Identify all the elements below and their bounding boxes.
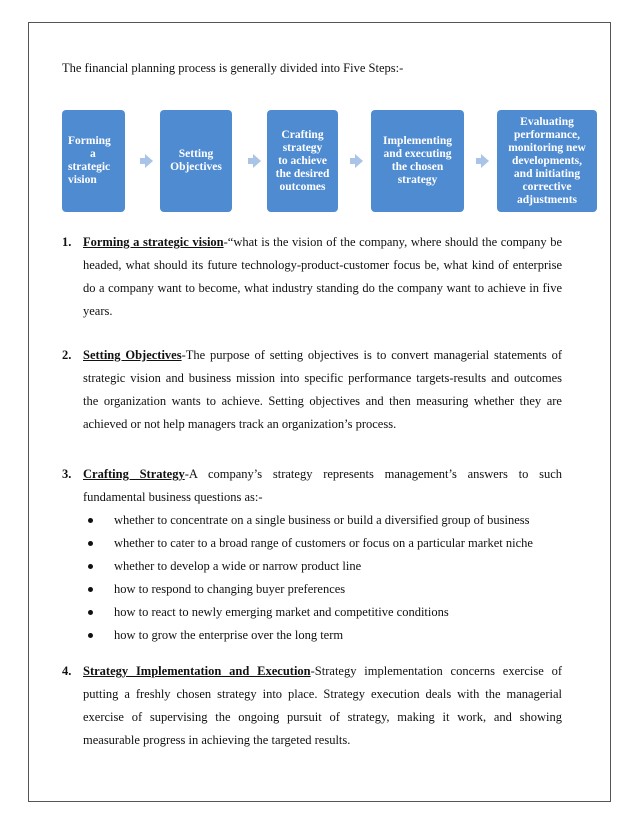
step-line: to achieve bbox=[278, 154, 327, 167]
list-item bbox=[83, 601, 562, 624]
step-line: Crafting bbox=[281, 128, 324, 141]
step-line: corrective bbox=[522, 180, 572, 193]
section-number: 2. bbox=[62, 348, 72, 362]
section-text: headed, what should its future technology-product-customer focus be, what kind of enterprise bbox=[83, 258, 562, 272]
list-item bbox=[83, 624, 562, 647]
list-item bbox=[83, 532, 562, 555]
step-line: developments, bbox=[512, 154, 582, 167]
section-heading: Crafting Strategy bbox=[83, 467, 185, 481]
arrow-right-icon bbox=[355, 154, 363, 168]
list-item-text: whether to cater to a broad range of customers or focus on a particular market niche bbox=[114, 536, 533, 550]
step-line: strategy bbox=[397, 174, 438, 186]
list-item-text: how to react to newly emerging market and competitive conditions bbox=[114, 605, 449, 619]
section-heading: Forming a strategic vision bbox=[83, 235, 224, 249]
section-number: 4. bbox=[62, 664, 72, 678]
step-crafting-strategy bbox=[267, 110, 338, 212]
section-number: 3. bbox=[62, 467, 72, 481]
section-text: strategic vision and business mission into specific performance targets-results and outcomes bbox=[83, 371, 562, 385]
section-text: years. bbox=[83, 304, 113, 318]
list-item-text: whether to develop a wide or narrow product line bbox=[114, 559, 362, 573]
step-line: the desired bbox=[275, 167, 330, 180]
step-line: the chosen bbox=[391, 161, 444, 173]
bullet-icon bbox=[88, 564, 93, 569]
list-item-text: how to grow the enterprise over the long term bbox=[114, 628, 344, 642]
step-setting-objectives bbox=[160, 110, 232, 212]
section-number: 1. bbox=[62, 235, 72, 249]
list-item bbox=[83, 555, 562, 578]
section-setting-objectives bbox=[62, 344, 562, 436]
step-line: Forming bbox=[68, 135, 111, 147]
list-item bbox=[83, 509, 562, 532]
step-line: Setting bbox=[178, 148, 214, 160]
section-strategy-implementation bbox=[62, 660, 562, 752]
bullet-icon bbox=[88, 518, 93, 523]
section-text: achieved or not help managers track an organization’s process. bbox=[83, 417, 397, 431]
intro-text: The financial planning process is generally divided into Five Steps:- bbox=[62, 61, 404, 75]
step-forming-vision bbox=[62, 110, 125, 212]
section-heading: Strategy Implementation and Execution bbox=[83, 664, 311, 678]
bullet-icon bbox=[88, 541, 93, 546]
step-line: strategy bbox=[282, 141, 323, 154]
step-line: Implementing bbox=[383, 135, 452, 147]
section-text: fundamental business questions as:- bbox=[83, 490, 263, 504]
arrow-right-icon bbox=[481, 154, 489, 168]
section-text: -“what is the vision of the company, where should the company be bbox=[223, 235, 562, 249]
section-heading: Setting Objectives bbox=[83, 348, 182, 362]
section-text: -Strategy implementation concerns exercise of bbox=[310, 664, 562, 678]
bullet-icon bbox=[88, 610, 93, 615]
bullet-list bbox=[83, 509, 562, 647]
section-text: -The purpose of setting objectives is to convert managerial statements of bbox=[181, 348, 562, 362]
section-text: exercise of supervising the ongoing pursuit of strategy, making it work, and showing bbox=[83, 710, 562, 724]
step-line: a bbox=[90, 148, 96, 160]
step-line: and initiating bbox=[513, 167, 581, 180]
step-line: Objectives bbox=[170, 161, 222, 173]
step-line: performance, bbox=[513, 128, 581, 141]
section-text: putting a freshly chosen strategy into place. Strategy execution deals with the managerial bbox=[83, 687, 562, 701]
bullet-icon bbox=[88, 587, 93, 592]
step-evaluating-performance bbox=[497, 110, 597, 212]
section-crafting-strategy bbox=[62, 463, 562, 647]
step-line: monitoring new bbox=[508, 141, 586, 154]
arrow-right-icon bbox=[145, 154, 153, 168]
list-item-text: how to respond to changing buyer preferences bbox=[114, 582, 346, 596]
section-text: measurable progress in achieving the targeted results. bbox=[83, 733, 351, 747]
arrow-right-icon bbox=[253, 154, 261, 168]
step-line: adjustments bbox=[516, 193, 578, 206]
bullet-icon bbox=[88, 633, 93, 638]
section-text: do a company want to become, what industry standing do the company want to achieve in five bbox=[83, 281, 562, 295]
section-forming-vision bbox=[62, 231, 562, 323]
step-line: and executing bbox=[383, 148, 452, 160]
step-line: Evaluating bbox=[520, 115, 574, 128]
step-implementing-strategy bbox=[371, 110, 464, 212]
step-line: outcomes bbox=[279, 180, 326, 193]
step-line: vision bbox=[68, 174, 97, 186]
list-item-text: whether to concentrate on a single business or build a diversified group of business bbox=[114, 513, 530, 527]
section-text: the organization wants to achieve. Setting objectives and then measuring whether they are bbox=[83, 394, 562, 408]
section-text: -A company’s strategy represents management’s answers to such bbox=[184, 467, 563, 481]
list-item bbox=[83, 578, 562, 601]
step-line: strategic bbox=[68, 161, 111, 173]
